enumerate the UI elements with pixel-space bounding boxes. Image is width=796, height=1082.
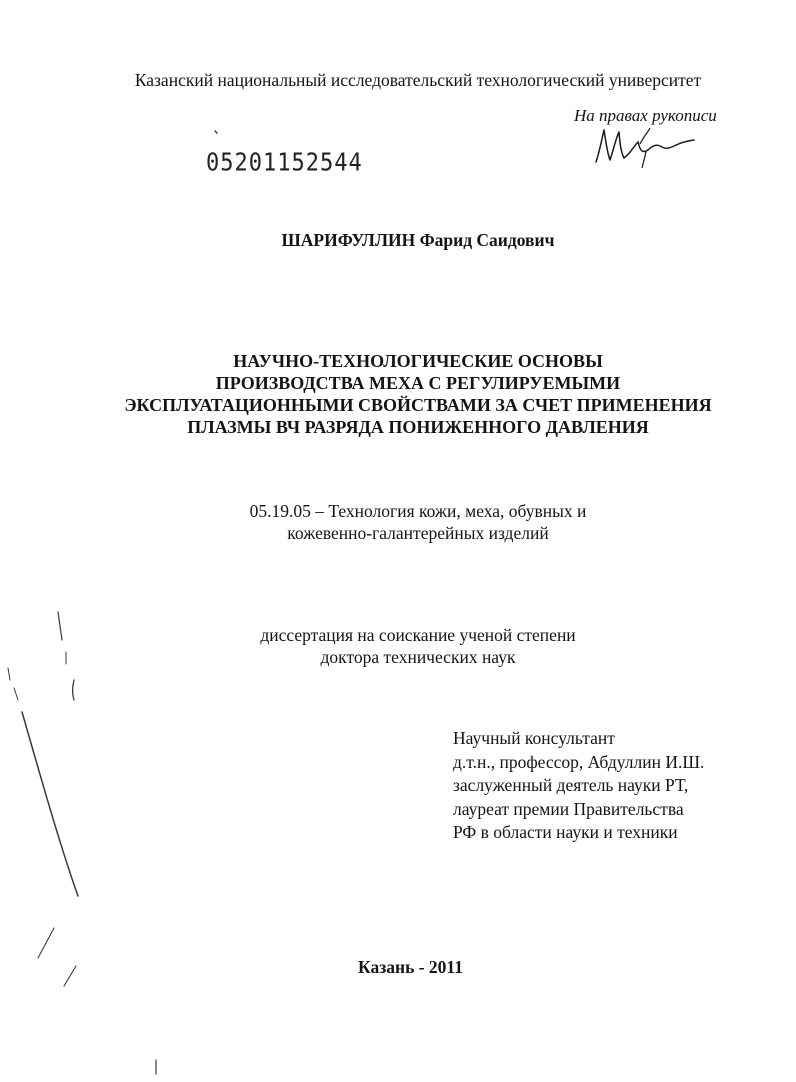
margin-mark xyxy=(73,680,75,700)
title-line: ЭКСПЛУАТАЦИОННЫМИ СВОЙСТВАМИ ЗА СЧЕТ ПРИМЕНЕНИЯ xyxy=(124,395,712,415)
consultant-line: лауреат премии Правительства xyxy=(453,798,684,819)
margin-mark xyxy=(8,668,10,680)
consultant-line: заслуженный деятель науки РТ, xyxy=(453,775,689,795)
specialty-line: кожевенно-галантерейных изделий xyxy=(287,523,549,543)
degree-statement xyxy=(0,624,796,668)
consultant-line: РФ в области науки и техники xyxy=(453,822,678,842)
title-line: НАУЧНО-ТЕХНОЛОГИЧЕСКИЕ ОСНОВЫ xyxy=(233,351,603,371)
specialty-line: 05.19.05 – Технология кожи, меха, обувных и xyxy=(249,501,587,521)
margin-mark xyxy=(64,966,76,986)
title-line: ПЛАЗМЫ ВЧ РАЗРЯДА ПОНИЖЕННОГО ДАВЛЕНИЯ xyxy=(187,417,649,437)
margin-mark xyxy=(14,688,18,700)
archive-number: 05201152544 xyxy=(206,149,363,177)
city-year: Казань - 2011 xyxy=(358,957,463,977)
margin-mark xyxy=(22,712,78,896)
signature-image xyxy=(590,122,700,170)
rights-note: На правах рукописи xyxy=(574,106,717,125)
consultant-line: д.т.н., профессор, Абдуллин И.Ш. xyxy=(453,751,705,772)
consultant-line: Научный консультант xyxy=(453,728,615,748)
margin-mark xyxy=(38,928,54,958)
title-line: ПРОИЗВОДСТВА МЕХА С РЕГУЛИРУЕМЫМИ xyxy=(215,373,621,393)
degree-line: доктора технических наук xyxy=(320,647,516,667)
dissertation-title xyxy=(0,350,796,438)
author-name: ШАРИФУЛЛИН Фарид Саидович xyxy=(281,230,555,250)
margin-mark xyxy=(215,131,217,133)
university-name: Казанский национальный исследовательский технологический университет xyxy=(134,70,702,90)
degree-line: диссертация на соискание ученой степени xyxy=(260,625,576,645)
specialty-code xyxy=(0,500,796,544)
scientific-consultant xyxy=(453,727,704,845)
